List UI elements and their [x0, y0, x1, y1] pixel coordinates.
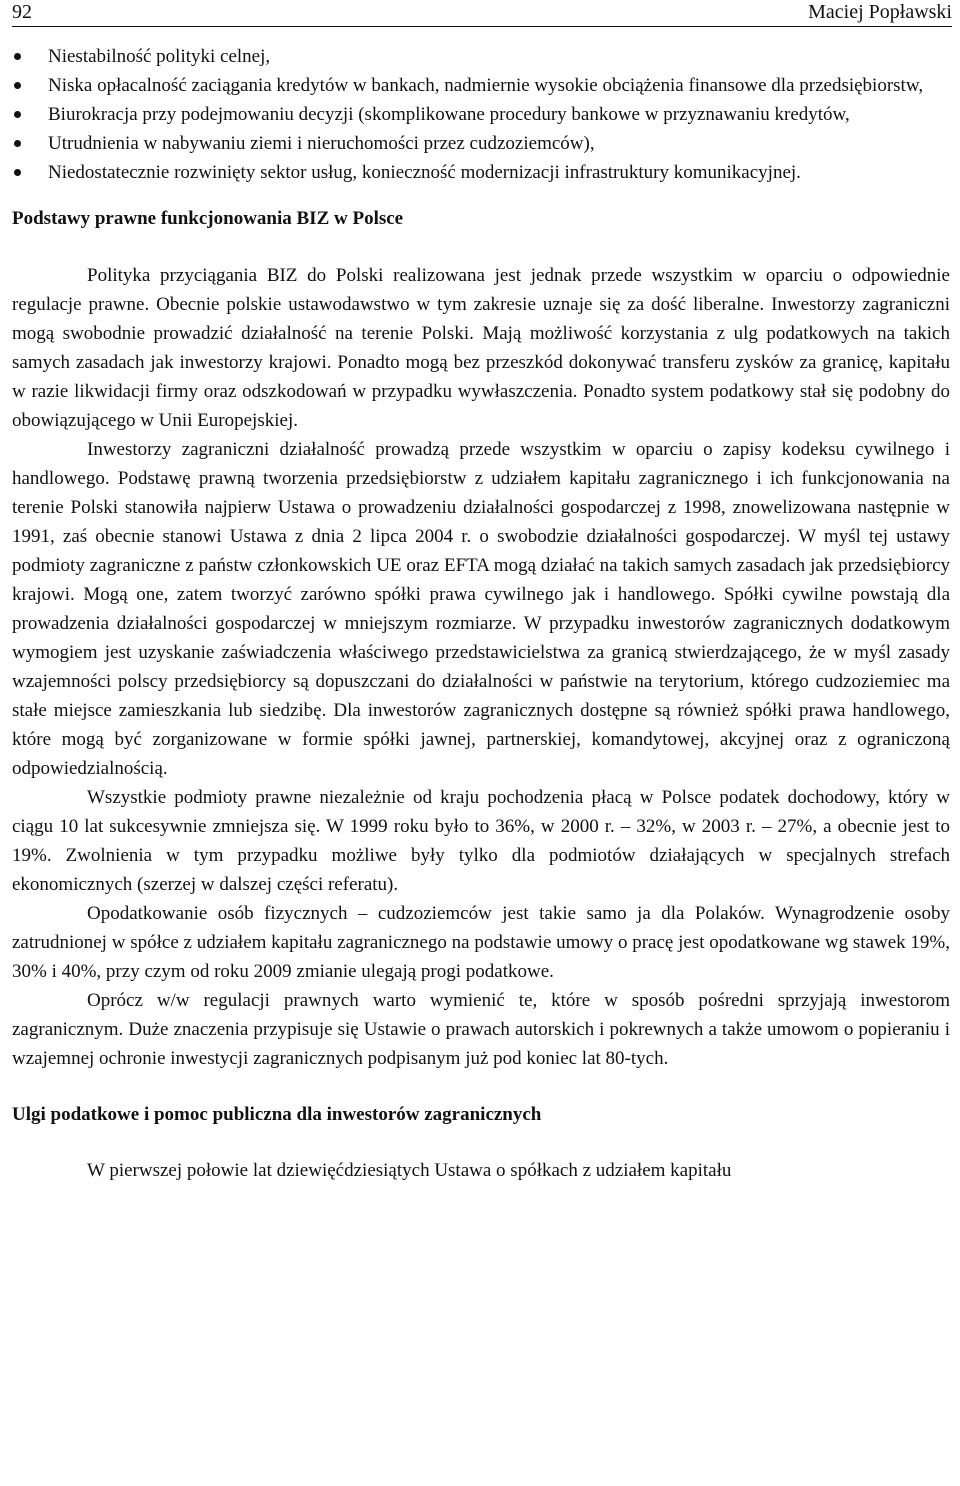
paragraph: W pierwszej połowie lat dziewięćdziesiątych Ustawa o spółkach z udziałem kapitału — [87, 1160, 732, 1181]
list-item-text: Utrudnienia w nabywaniu ziemi i nieruchomości przez cudzoziemców), — [48, 133, 595, 154]
list-item-text: Niska opłacalność zaciągania kredytów w bankach, nadmiernie wysokie obciążenia finansowe dla przedsiębiorstw, — [48, 75, 924, 96]
list-item — [12, 42, 950, 71]
list-item — [12, 100, 950, 129]
bullet-icon — [14, 140, 21, 147]
list-item-text: Biurokracja przy podejmowaniu decyzji (skomplikowane procedury bankowe w przyznawaniu kredytów, — [48, 104, 850, 125]
section-heading-legal-basis: Podstawy prawne funkcjonowania BIZ w Polsce — [12, 208, 404, 229]
section-heading-tax-relief: Ulgi podatkowe i pomoc publiczna dla inwestorów zagranicznych — [12, 1104, 542, 1125]
paragraph: Polityka przyciągania BIZ do Polski realizowana jest jednak przede wszystkim w oparciu o odpowiednie regulacje prawne. Obecnie polskie ustawodawstwo w tym zakresie uznaje się za dość liberalne. Inwestorzy zagraniczni mogą swobodnie prowadzić działalność na terenie Polski. Mają możliwość korzystania z ulg podatkowych na takich samych zasadach jak inwestorzy krajowi. Ponadto mogą bez przeszkód dokonywać transferu zysków za granicę, kapitału w razie likwidacji firmy oraz odszkodowań w przypadku wywłaszczenia. Ponadto system podatkowy stał się podobny do obowiązującego w Unii Europejskiej. — [12, 265, 950, 431]
running-head-author: Maciej Popławski — [808, 1, 952, 23]
paragraph: Wszystkie podmioty prawne niezależnie od kraju pochodzenia płacą w Polsce podatek dochodowy, który w ciągu 10 lat sukcesywnie zmniejsza się. W 1999 roku było to 36%, w 2000 r. – 32%, w 2003 r. – 27%, a obecnie jest to 19%. Zwolnienia w tym przypadku możliwe były tylko dla podmiotów działających w specjalnych strefach ekonomicznych (szerzej w dalszej części referatu). — [12, 787, 950, 895]
paragraph: Oprócz w/w regulacji prawnych warto wymienić te, które w sposób pośredni sprzyjają inwestorom zagranicznym. Duże znaczenia przypisuje się Ustawie o prawach autorskich i pokrewnych a także umowom o popieraniu i wzajemnej ochronie inwestycji zagranicznych podpisanym już pod koniec lat 80-tych. — [12, 990, 950, 1069]
list-item-text: Niestabilność polityki celnej, — [48, 46, 271, 67]
paragraph: Opodatkowanie osób fizycznych – cudzoziemców jest takie samo ja dla Polaków. Wynagrodzenie osoby zatrudnionej w spółce z udziałem kapitału zagranicznego na podstawie umowy o pracę jest opodatkowane wg stawek 19%, 30% i 40%, przy czym od roku 2009 zmianie ulegają progi podatkowe. — [12, 903, 950, 982]
list-item-text: Niedostatecznie rozwinięty sektor usług, konieczność modernizacji infrastruktury komunikacyjnej. — [48, 162, 801, 183]
page-content — [12, 42, 950, 1185]
bullet-icon — [14, 169, 21, 176]
bullet-icon — [14, 111, 21, 118]
page-number: 92 — [12, 1, 32, 23]
bullet-icon — [14, 82, 21, 89]
list-item — [12, 158, 950, 187]
header-rule — [12, 26, 952, 27]
bullet-icon — [14, 53, 21, 60]
barrier-list — [12, 42, 950, 187]
page-header — [12, 0, 952, 26]
list-item — [12, 129, 950, 158]
paragraph: Inwestorzy zagraniczni działalność prowadzą przede wszystkim w oparciu o zapisy kodeksu cywilnego i handlowego. Podstawę prawną tworzenia przedsiębiorstw z udziałem kapitału zagranicznego i ich funkcjonowania na terenie Polski stanowiła najpierw Ustawa o prowadzeniu działalności gospodarczej z 1998, znowelizowana następnie w 1991, zaś obecnie stanowi Ustawa z dnia 2 lipca 2004 r. o swobodzie działalności gospodarczej. W myśl tej ustawy podmioty zagraniczne z państw członkowskich UE oraz EFTA mogą działać na takich samych zasadach jak przedsiębiorcy krajowi. Mogą one, zatem tworzyć zarówno spółki prawa cywilnego jak i handlowego. Spółki cywilne powstają dla prowadzenia działalności gospodarczej w mniejszym rozmiarze. W przypadku inwestorów zagranicznych dodatkowym wymogiem jest uzyskanie zaświadczenia właściwego przedstawicielstwa za granicą stwierdzającego, że w myśl zasady wzajemności polscy przedsiębiorcy są dopuszczani do działalności w państwie na terytorium, którego cudzoziemiec ma stałe miejsce zamieszkania lub siedzibę. Dla inwestorów zagranicznych dostępne są również spółki prawa handlowego, które mogą być zorganizowane w formie spółki jawnej, partnerskiej, komandytowej, akcyjnej oraz z ograniczoną odpowiedzialnością. — [12, 439, 950, 779]
list-item — [12, 71, 950, 100]
